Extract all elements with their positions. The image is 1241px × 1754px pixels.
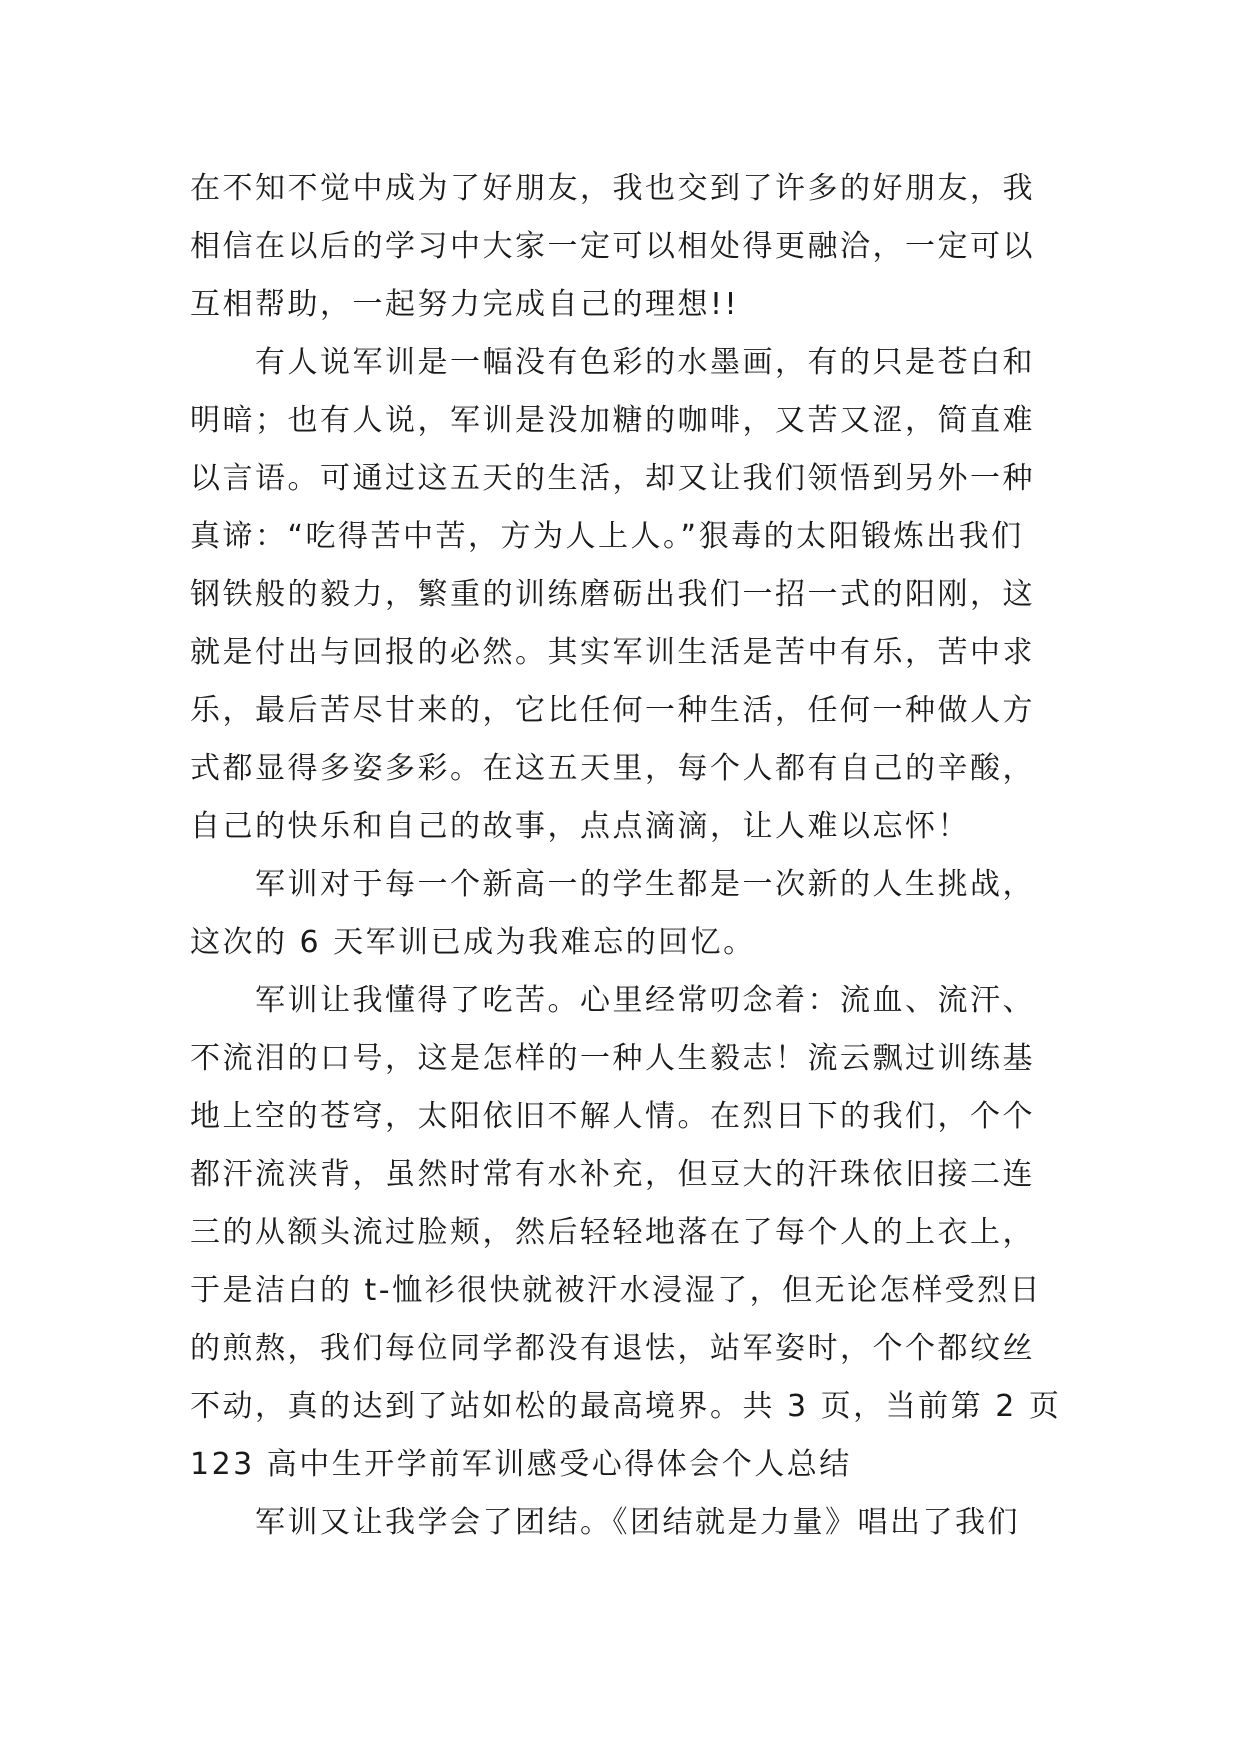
text-line: 乐，最后苦尽甘来的，它比任何一种生活，任何一种做人方 — [190, 693, 1035, 728]
text-line: 都汗流浃背，虽然时常有水补充，但豆大的汗珠依旧接二连 — [190, 1157, 1035, 1192]
paragraph-first-line: 军训又让我学会了团结。《团结就是力量》唱出了我们 — [255, 1505, 1020, 1540]
text-line: 地上空的苍穹，太阳依旧不解人情。在烈日下的我们，个个 — [190, 1099, 1035, 1134]
text-line: 就是付出与回报的必然。其实军训生活是苦中有乐，苦中求 — [190, 635, 1035, 670]
text-line: 在不知不觉中成为了好朋友，我也交到了许多的好朋友，我 — [190, 171, 1035, 206]
text-line: 钢铁般的毅力，繁重的训练磨砺出我们一招一式的阳刚，这 — [190, 577, 1035, 612]
text-line: 明暗；也有人说，军训是没加糖的咖啡，又苦又涩，简直难 — [190, 403, 1035, 438]
text-line: 三的从额头流过脸颊，然后轻轻地落在了每个人的上衣上， — [190, 1215, 1035, 1250]
text-line: 于是洁白的 t-恤衫很快就被汗水浸湿了，但无论怎样受烈日 — [190, 1273, 1043, 1308]
text-line: 以言语。可通过这五天的生活，却又让我们领悟到另外一种 — [190, 461, 1035, 496]
document-body — [190, 160, 1062, 1552]
text-line: 互相帮助，一起努力完成自己的理想!! — [190, 287, 740, 322]
text-line: 的煎熬，我们每位同学都没有退怯，站军姿时，个个都纹丝 — [190, 1331, 1035, 1366]
text-line: 自己的快乐和自己的故事，点点滴滴，让人难以忘怀！ — [190, 809, 970, 844]
text-line: 相信在以后的学习中大家一定可以相处得更融洽，一定可以 — [190, 229, 1035, 264]
text-line: 真谛：“吃得苦中苦，方为人上人。”狠毒的太阳锻炼出我们 — [190, 519, 1024, 554]
paragraph-first-line: 军训让我懂得了吃苦。心里经常叨念着：流血、流汗、 — [255, 983, 1035, 1018]
text-line: 123 高中生开学前军训感受心得体会个人总结 — [190, 1447, 852, 1482]
text-line: 式都显得多姿多彩。在这五天里，每个人都有自己的辛酸， — [190, 751, 1035, 786]
paragraph-first-line: 军训对于每一个新高一的学生都是一次新的人生挑战， — [255, 867, 1035, 902]
text-line: 不动，真的达到了站如松的最高境界。共 3 页，当前第 2 页 — [190, 1389, 1062, 1424]
text-line: 这次的 6 天军训已成为我难忘的回忆。 — [190, 925, 756, 960]
text-line: 不流泪的口号，这是怎样的一种人生毅志！流云飘过训练基 — [190, 1041, 1035, 1076]
paragraph-first-line: 有人说军训是一幅没有色彩的水墨画，有的只是苍白和 — [255, 345, 1035, 380]
